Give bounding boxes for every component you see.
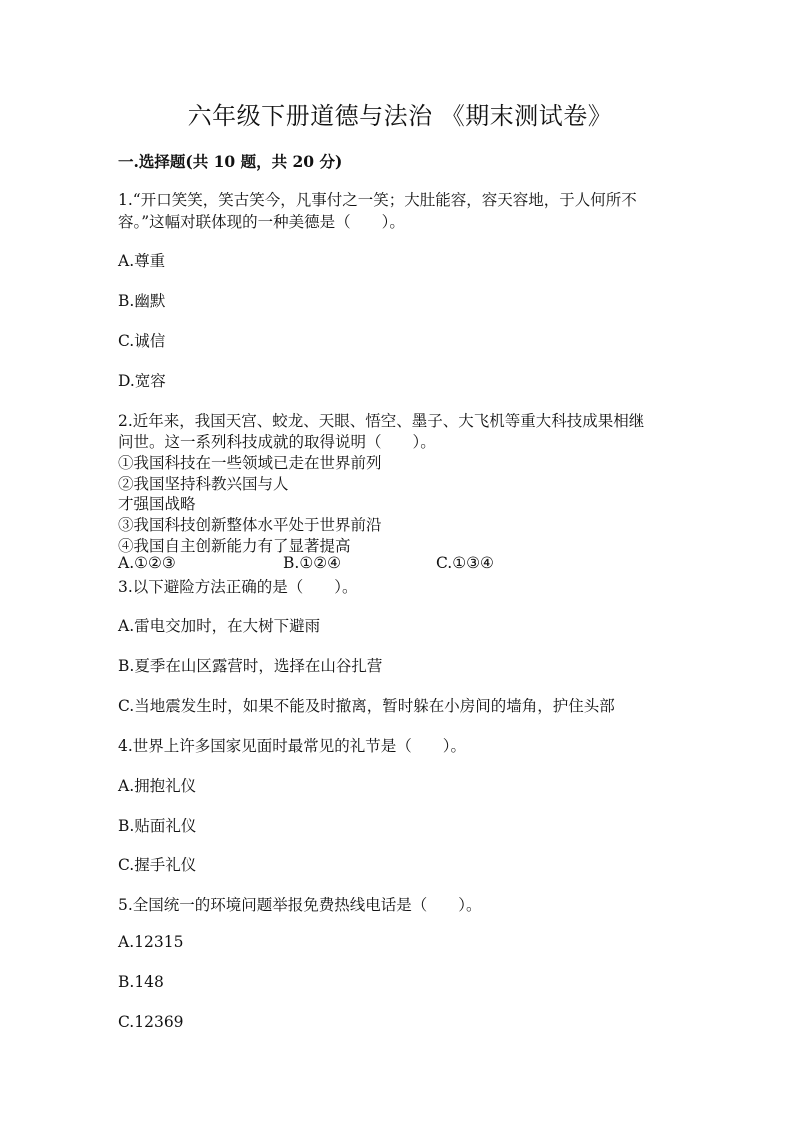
question-5-option-b: B.148	[118, 973, 164, 991]
question-2-statement-2b: 才强国战略	[118, 495, 196, 513]
question-4-stem: 4.世界上许多国家见面时最常见的礼节是（ ）。	[118, 737, 467, 755]
question-3-option-b: B.夏季在山区露营时，选择在山谷扎营	[118, 657, 383, 675]
question-2-option-b: B.①②④	[283, 554, 342, 572]
question-5-option-c: C.12369	[118, 1013, 184, 1031]
question-2-option-c: C.①③④	[436, 554, 494, 572]
question-3-option-c: C.当地震发生时，如果不能及时撤离，暂时躲在小房间的墙角，护住头部	[118, 697, 615, 715]
question-4-option-a: A.拥抱礼仪	[118, 777, 197, 795]
question-1-option-c: C.诚信	[118, 332, 166, 350]
question-4-option-c: C.握手礼仪	[118, 856, 197, 874]
question-5-stem: 5.全国统一的环境问题举报免费热线电话是（ ）。	[118, 896, 482, 914]
question-2-statement-4: ④我国自主创新能力有了显著提高	[118, 537, 351, 555]
page-title: 六年级下册道德与法治 《期末测试卷》	[187, 102, 613, 130]
question-1-option-b: B.幽默	[118, 292, 166, 310]
question-3-stem: 3.以下避险方法正确的是（ ）。	[118, 578, 358, 596]
section-heading: 一.选择题(共 10 题，共 20 分)	[118, 152, 343, 171]
question-2-option-a: A.①②③	[118, 554, 176, 572]
question-1-option-a: A.尊重	[118, 252, 166, 270]
question-2-stem-line-2: 问世。这一系列科技成就的取得说明（ ）。	[118, 433, 436, 451]
question-2-statement-1: ①我国科技在一些领域已走在世界前列	[118, 454, 382, 472]
question-2-stem-line-1: 2.近年来，我国天宫、蛟龙、天眼、悟空、墨子、大飞机等重大科技成果相继	[118, 412, 645, 430]
question-5-option-a: A.12315	[118, 933, 184, 951]
question-3-option-a: A.雷电交加时，在大树下避雨	[118, 617, 321, 635]
question-1-option-d: D.宽容	[118, 372, 166, 390]
question-1-stem-line-1: 1.“开口笑笑，笑古笑今，凡事付之一笑；大肚能容，容天容地，于人何所不	[118, 191, 637, 209]
question-2-statement-3: ③我国科技创新整体水平处于世界前沿	[118, 516, 382, 534]
question-2-statement-2a: ②我国坚持科教兴国与人	[118, 475, 289, 493]
question-1-stem-line-2: 容。”这幅对联体现的一种美德是（ ）。	[118, 213, 405, 231]
question-4-option-b: B.贴面礼仪	[118, 817, 197, 835]
